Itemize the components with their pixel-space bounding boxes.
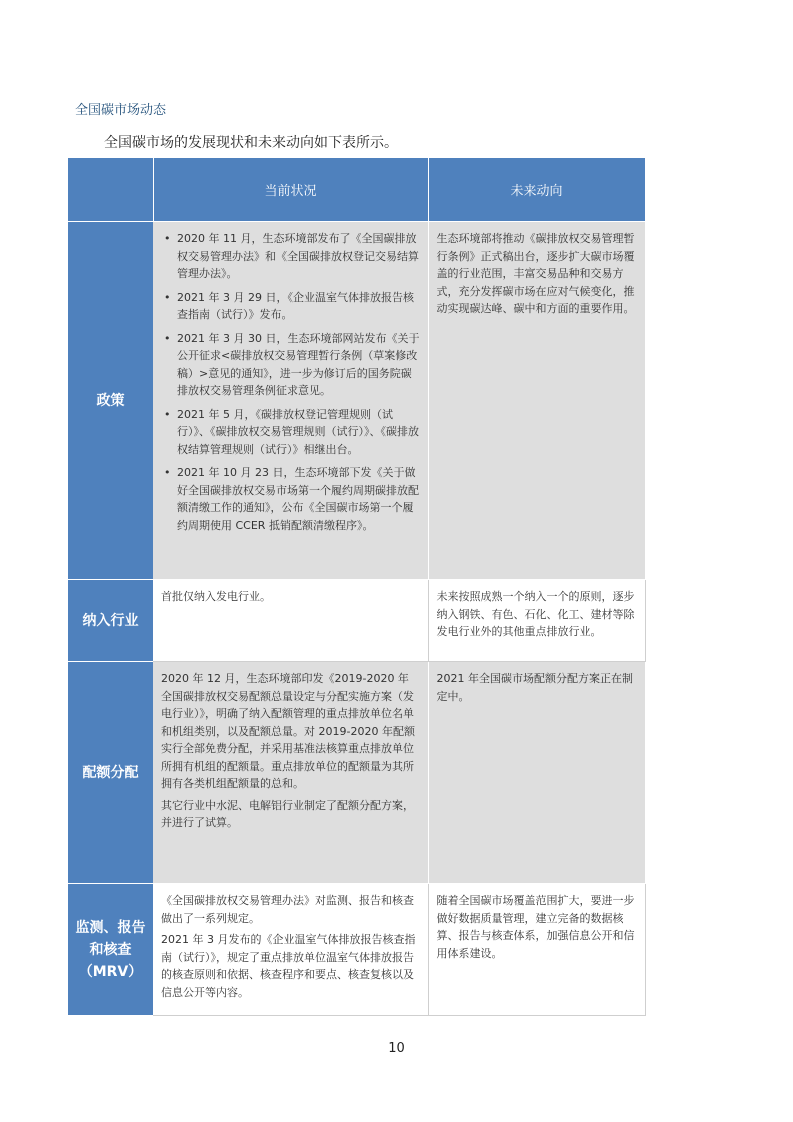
table-header-row — [68, 158, 645, 222]
policy-bullet-item: • 2021 年 10 月 23 日，生态环境部下发《关于做好全国碳排放权交易市场第一个履约周期碳排放配额清缴工作的通知》，公布《全国碳市场第一个履约周期使用 CCER 抵销配额清缴程序》。 — [177, 464, 420, 534]
policy-future-cell — [428, 222, 645, 580]
industries-current-text: 首批仅纳入发电行业。 — [161, 590, 271, 603]
allocation-future-cell — [428, 662, 645, 884]
table-row-mrv — [68, 884, 645, 1016]
allocation-current-text: 其它行业中水泥、电解铝行业制定了配额分配方案，并进行了试算。 — [161, 798, 414, 829]
header-current-status: 当前状况 — [153, 158, 428, 222]
mrv-future-text: 随着全国碳市场覆盖范围扩大，要进一步做好数据质量管理，建立完备的数据核算、报告与核查体系，加强信息公开和信用体系建设。 — [436, 894, 635, 960]
row-label-line: （MRV） — [78, 963, 143, 980]
header-corner — [68, 158, 153, 222]
mrv-current-text: 《全国碳排放权交易管理办法》对监测、报告和核查做出了一系列规定。 — [161, 894, 414, 925]
table-row-allocation — [68, 662, 645, 884]
mrv-current-cell — [153, 884, 428, 1016]
row-label-industries: 纳入行业 — [68, 580, 153, 662]
industries-current-cell — [153, 580, 428, 662]
allocation-current-text: 2020 年 12 月，生态环境部印发《2019-2020 年全国碳排放权交易配额总量设定与分配实施方案（发电行业）》，明确了纳入配额管理的重点排放单位名单和机组类别，以及配额总量。对 2019-2020 年配额实行全部免费分配，并采用基准法核算重点排放单位所拥有机组的配额量。重点排放单位的配额量为其所拥有各类机组配额量的总和。 — [161, 672, 415, 790]
policy-bullet-item: • 2021 年 3 月 30 日，生态环境部网站发布《关于公开征求<碳排放权交易管理暂行条例（草案修改稿）>意见的通知》，进一步为修订后的国务院碳排放权交易管理条例征求意见。 — [177, 330, 420, 400]
policy-bullet-list — [161, 230, 420, 534]
policy-current-cell — [153, 222, 428, 580]
policy-bullet-item: • 2020 年 11 月，生态环境部发布了《全国碳排放权交易管理办法》和《全国碳排放权登记交易结算管理办法》。 — [177, 230, 420, 283]
intro-paragraph: 全国碳市场的发展现状和未来动向如下表所示。 — [104, 135, 398, 151]
section-title: 全国碳市场动态 — [75, 103, 167, 118]
header-future-trend: 未来动向 — [428, 158, 645, 222]
mrv-future-cell — [428, 884, 645, 1016]
allocation-current-cell — [153, 662, 428, 884]
row-label-mrv — [68, 884, 153, 1016]
allocation-future-text: 2021 年全国碳市场配额分配方案正在制定中。 — [436, 672, 633, 703]
industries-future-cell — [428, 580, 645, 662]
table-row-policy — [68, 222, 645, 580]
carbon-market-table — [68, 158, 646, 1016]
policy-future-text: 生态环境部将推动《碳排放权交易管理暂行条例》正式稿出台，逐步扩大碳市场覆盖的行业范围，丰富交易品种和交易方式，充分发挥碳市场在应对气候变化，推动实现碳达峰、碳中和方面的重要作用。 — [436, 232, 635, 315]
industries-future-text: 未来按照成熟一个纳入一个的原则，逐步纳入钢铁、有色、石化、化工、建材等除发电行业外的其他重点排放行业。 — [436, 590, 635, 638]
mrv-current-text: 2021 年 3 月发布的《企业温室气体排放报告核查指南（试行）》，规定了重点排放单位温室气体排放报告的核查原则和依据、核查程序和要点、核查复核以及信息公开等内容。 — [161, 933, 416, 999]
table-row-industries — [68, 580, 645, 662]
row-label-line: 和核查 — [89, 941, 132, 958]
row-label-policy: 政策 — [68, 222, 153, 580]
policy-bullet-item: • 2021 年 5 月，《碳排放权登记管理规则（试行）》、《碳排放权交易管理规则（试行）》、《碳排放权结算管理规则（试行）》相继出台。 — [177, 406, 420, 459]
page-number: 10 — [388, 1041, 405, 1056]
policy-bullet-item: • 2021 年 3 月 29 日，《企业温室气体排放报告核查指南（试行）》发布。 — [177, 289, 420, 324]
row-label-line: 监测、报告 — [75, 919, 146, 936]
row-label-allocation: 配额分配 — [68, 662, 153, 884]
